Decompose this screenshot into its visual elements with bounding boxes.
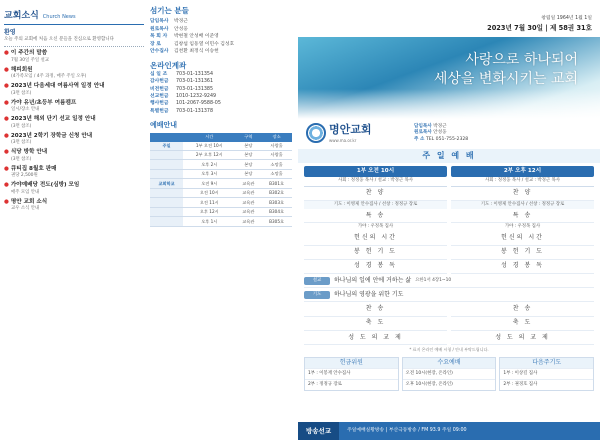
cover-column — [298, 0, 600, 440]
order-item: 봉 헌 기 도 — [451, 246, 594, 260]
sermon-row — [304, 274, 594, 288]
account-number: 101-2067-9588-05 — [176, 101, 221, 107]
bullet-icon: ● — [4, 149, 9, 156]
sermon-ref: 요한1서 4장1~10 — [415, 277, 452, 283]
news-item-title — [4, 83, 144, 91]
order-item: 찬 양 — [451, 187, 594, 201]
table-cell: 2부 오후 12시 — [183, 150, 235, 159]
table-cell: B302호 — [261, 188, 292, 197]
schedule-header-cell: 시간 — [183, 133, 235, 142]
account-type: 선교헌금 — [150, 94, 169, 99]
table-cell: 사랑홀 — [261, 142, 292, 151]
welcome-title: 환영 — [4, 29, 16, 37]
divider — [4, 46, 144, 47]
table-cell: 본당 — [236, 160, 262, 169]
news-item-title-text: 식당 방학 안내 — [10, 149, 48, 156]
news-item-title-text: 이 주간의 말씀 — [10, 50, 48, 57]
news-item — [4, 133, 144, 146]
account-type: 감사헌금 — [150, 79, 169, 85]
contact-value: TEL 051-755-2328 — [425, 136, 469, 142]
duty-title: 다음주기도 — [500, 358, 593, 368]
welcome-box — [4, 29, 144, 43]
table-row — [150, 207, 292, 216]
table-cell: 소망홀 — [261, 160, 292, 169]
hero-slogan — [434, 51, 578, 87]
schedule-header-cell: 장소 — [261, 133, 292, 142]
order-item: 축 도 — [451, 317, 594, 331]
online-title: 온라인계좌 — [150, 61, 187, 71]
founded-date: 창립일 1964년 1월 1일 — [541, 16, 592, 21]
staff-role: 장 로 — [150, 41, 161, 47]
table-row — [150, 150, 292, 159]
contact-value: 박경근 — [433, 124, 447, 130]
table-cell — [150, 150, 183, 159]
news-item — [4, 149, 144, 162]
news-item-title — [4, 116, 144, 124]
staff-names: 박현철 안성배 이준영 — [174, 34, 219, 40]
prayer-info: 기도 : 이병제 안수집사 / 선창 : 정정규 장로 — [304, 201, 447, 209]
staff-role: 안수집사 — [150, 49, 169, 54]
closing-second — [451, 302, 594, 345]
order-item: 찬 송 — [451, 302, 594, 316]
news-item-title — [4, 50, 144, 58]
news-item-title-text: 가야예배당 전도(심방) 모임 — [10, 182, 80, 189]
news-item — [4, 83, 144, 96]
news-item — [4, 199, 144, 212]
bullet-icon: ● — [4, 198, 9, 205]
table-cell — [150, 217, 183, 226]
table-cell — [150, 169, 183, 178]
table-cell: B301호 — [261, 179, 292, 188]
account-number: 703-01-131378 — [176, 108, 214, 114]
broadcast-label: 방송선교 — [298, 422, 339, 440]
worship-second-time: 2부 오후 12시 — [451, 166, 594, 177]
news-item-desc: 7월 30일 주일 설교 — [11, 57, 50, 63]
church-bar — [298, 123, 600, 143]
table-cell: 오후 12시 — [183, 207, 235, 216]
issue-date: 2023년 7월 30일 | 제 58권 31호 — [487, 24, 592, 33]
duty-row: 오전 10시(현장, 온라인) — [403, 368, 496, 379]
church-news-subtitle: Church News — [42, 14, 76, 20]
table-row — [150, 169, 292, 178]
bullet-icon: ● — [4, 132, 9, 139]
news-item-desc: 일시/장소 안내 — [11, 107, 40, 113]
bullet-icon: ● — [4, 50, 9, 57]
church-logo-icon — [306, 123, 326, 143]
news-item-desc: 매주 모임 안내 — [11, 189, 40, 195]
duty-box — [499, 357, 594, 391]
table-cell: 소망홀 — [261, 169, 292, 178]
online-accounts — [150, 61, 292, 115]
account-type: 특별헌금 — [150, 108, 169, 114]
table-cell — [150, 198, 183, 207]
worship-note: * 표지 온라인 예배 시청 / 안내 부탁드립니다. — [409, 347, 489, 353]
online-row — [150, 72, 292, 78]
table-cell: 오전 10시 — [183, 188, 235, 197]
church-url: www.ma.or.kr — [329, 138, 357, 144]
contact-line — [414, 137, 592, 143]
order-item: 봉 헌 기 도 — [304, 246, 447, 260]
news-item — [4, 116, 144, 129]
worship-second-lead: 사회 : 정정웅 목사 / 설교 : 박경근 목사 — [451, 177, 594, 187]
church-news-header — [4, 10, 144, 25]
account-type: 비전헌금 — [150, 86, 169, 92]
schedule-body — [150, 142, 292, 227]
news-item-title-text: 명안 교회 소식 — [10, 198, 48, 205]
table-cell: 사랑홀 — [261, 150, 292, 159]
shared-order — [298, 274, 600, 302]
order-item: 찬 송 — [304, 302, 447, 316]
order-item: 성 도 의 교 제 — [304, 331, 447, 345]
news-item-title-text: 2023년 해외 단기 선교 일정 안내 — [10, 116, 96, 123]
schedule-header-cell: 구역 — [236, 133, 262, 142]
worship-first-time: 1부 오전 10시 — [304, 166, 447, 177]
broadcast-text: 주일예배실황방송 | 부산극동방송 / FM 93.9 주일 09:00 — [347, 427, 467, 433]
order-item: 헌신의 시간 — [304, 231, 447, 245]
table-cell: B304호 — [261, 207, 292, 216]
church-contacts — [414, 124, 592, 143]
online-list — [150, 72, 292, 116]
bullet-icon: ● — [4, 66, 9, 73]
account-number: 703-01-131354 — [176, 71, 214, 77]
table-row — [150, 188, 292, 197]
table-cell: 오후 2시 — [183, 160, 235, 169]
contact-label: 주 소 — [414, 136, 425, 142]
table-row — [150, 217, 292, 226]
prayer-row — [304, 288, 594, 302]
worship-second — [451, 166, 594, 274]
news-item-title-text: 2023년 2학기 장학금 신청 안내 — [10, 132, 93, 139]
news-item-title — [4, 149, 144, 157]
bullet-icon: ● — [4, 116, 9, 123]
schedule-title: 예배안내 — [150, 121, 178, 130]
online-row — [150, 109, 292, 115]
order-item: 찬 양 — [304, 187, 447, 201]
news-item — [4, 50, 144, 63]
bullet-icon: ● — [4, 99, 9, 106]
online-row — [150, 79, 292, 85]
table-cell: 교육관 — [236, 179, 262, 188]
prayer-tag: 기도 — [304, 291, 330, 299]
sermon-title: 하나님의 일에 안에 거하는 삶 — [334, 276, 412, 284]
staff-role: 목 회 자 — [150, 34, 168, 40]
duty-box — [402, 357, 497, 391]
news-item — [4, 67, 144, 80]
staff-names: 김천환 최정식 이승헌 — [174, 49, 219, 54]
news-item-desc: 권당 2,500원 — [11, 173, 38, 179]
account-number: 703-01-131385 — [176, 86, 214, 92]
table-cell: B305호 — [261, 217, 292, 226]
staff-names: 김창섭 임동열 이민수 김성호 — [174, 41, 235, 47]
closing-first — [304, 302, 447, 345]
duty-box — [304, 357, 399, 391]
order-item: 특 송 — [451, 209, 594, 223]
table-cell: 1부 오전 10시 — [183, 142, 235, 151]
hero-banner — [298, 37, 600, 119]
table-cell: 오후 1시 — [183, 217, 235, 226]
prayer-info: 기도 : 이병제 안수집사 / 선창 : 정정규 장로 — [451, 201, 594, 209]
account-number: 1010-1232-9249 — [176, 94, 217, 99]
staff-column — [150, 6, 292, 436]
order-item: 성 경 봉 독 — [304, 260, 447, 274]
news-item — [4, 182, 144, 195]
news-item-title-text: 큐티집 8월호 판매 — [10, 165, 57, 172]
online-row — [150, 101, 292, 107]
staff-role: 원로목사 — [150, 26, 169, 32]
duty-row: 2부 : 정정규 장로 — [305, 379, 398, 390]
account-type: 행사헌금 — [150, 101, 169, 107]
schedule-table — [150, 133, 292, 227]
news-item-desc: (3면 참조) — [11, 156, 32, 162]
table-cell: 교회학교 — [150, 179, 183, 188]
staff-role: 담임목사 — [150, 19, 169, 25]
church-news-title: 교회소식 — [4, 11, 39, 21]
worship-title: 주 일 예 배 — [298, 149, 600, 164]
duty-row: 오후 10시(현장, 온라인) — [403, 379, 496, 390]
news-item-title-text: 해피회원 — [10, 66, 33, 73]
closing-order — [298, 302, 600, 345]
bullet-icon: ● — [4, 83, 9, 90]
staff-row — [150, 42, 292, 48]
staff-list — [150, 19, 292, 55]
table-row — [150, 160, 292, 169]
table-cell: 교육관 — [236, 207, 262, 216]
news-item-desc: (3면 참조) — [11, 90, 32, 96]
online-row — [150, 94, 292, 100]
slogan-line-1: 사랑으로 하나되어 — [465, 52, 578, 69]
table-cell — [150, 188, 183, 197]
table-cell: 교육관 — [236, 198, 262, 207]
order-item: 축 도 — [304, 317, 447, 331]
order-item: 특 송 — [304, 209, 447, 223]
church-logo — [306, 123, 414, 143]
staff-row — [150, 34, 292, 40]
news-item-desc: (3면 참조) — [11, 123, 32, 129]
account-type: 십 일 조 — [150, 71, 168, 77]
worship-columns — [298, 163, 600, 274]
table-row — [150, 198, 292, 207]
worship-first — [304, 166, 447, 274]
staff-names: 박경근 — [174, 19, 188, 25]
table-row — [150, 179, 292, 188]
table-cell: 본당 — [236, 169, 262, 178]
news-item — [4, 100, 144, 113]
news-item-desc: 교우 소식 안내 — [11, 206, 40, 212]
table-cell: 교육관 — [236, 217, 262, 226]
duty-boxes — [298, 357, 600, 391]
news-item-title — [4, 182, 144, 190]
news-item-title-text: 가야 유년/초등부 여름캠프 — [10, 99, 77, 106]
broadcast-bar — [298, 422, 600, 440]
prayer-title: 하나님의 영광을 위한 기도 — [334, 290, 404, 298]
staff-title: 섬기는 분들 — [150, 6, 189, 15]
table-cell: B303호 — [261, 198, 292, 207]
table-row — [150, 142, 292, 151]
song-info: 가야 : 우정목 집사 — [504, 224, 541, 230]
duty-row: 1부 : 이봉재 안수집사 — [305, 368, 398, 379]
news-item-desc: (3면 참조) — [11, 140, 32, 146]
table-cell: 오후 3시 — [183, 169, 235, 178]
schedule-header-cell — [150, 133, 183, 142]
duty-row: 2부 : 권경호 집사 — [500, 379, 593, 390]
church-news-column — [4, 10, 144, 436]
staff-row — [150, 27, 292, 33]
news-item-desc: (4가족모임 / 4주 과정, 매주 주일 오후) — [11, 74, 87, 80]
worship-first-lead: 사회 : 정정웅 목사 / 설교 : 박경근 목사 — [304, 177, 447, 187]
order-item: 성 도 의 교 제 — [451, 331, 594, 345]
contact-label: 원로목사 — [414, 130, 432, 136]
order-item: 성 경 봉 독 — [451, 260, 594, 274]
table-cell — [150, 207, 183, 216]
contact-label: 담임목사 — [414, 124, 432, 130]
sermon-tag: 설교 — [304, 277, 330, 285]
news-item-title-text: 2023년 다음세대 여름사역 일정 안내 — [10, 83, 105, 90]
news-item — [4, 166, 144, 179]
table-cell — [150, 160, 183, 169]
church-name: 명안교회 — [329, 123, 372, 137]
schedule-header-row — [150, 133, 292, 142]
table-cell: 오전 9시 — [183, 179, 235, 188]
duty-title: 수요예배 — [403, 358, 496, 368]
duty-title: 헌금위원 — [305, 358, 398, 368]
news-list — [4, 50, 144, 212]
staff-row — [150, 19, 292, 25]
song-info: 가야 : 우정목 집사 — [357, 224, 394, 230]
account-number: 703-01-131361 — [176, 79, 214, 85]
staff-names: 안성웅 — [174, 26, 188, 32]
duty-row: 1부 : 이상길 집사 — [500, 368, 593, 379]
order-item: 헌신의 시간 — [451, 231, 594, 245]
bullet-icon: ● — [4, 165, 9, 172]
bullet-icon: ● — [4, 182, 9, 189]
table-cell: 교육관 — [236, 188, 262, 197]
table-cell: 본당 — [236, 150, 262, 159]
slogan-line-2: 세상을 변화시키는 교회 — [433, 70, 578, 87]
hero-wave — [298, 89, 600, 119]
online-row — [150, 87, 292, 93]
welcome-text: 오늘 주의 교회에 처음 오신 분들을 진심으로 환영합니다 — [4, 37, 114, 43]
staff-row — [150, 49, 292, 55]
table-cell: 오전 11시 — [183, 198, 235, 207]
contact-value: 안성웅 — [433, 130, 447, 136]
table-cell: 본당 — [236, 142, 262, 151]
table-cell: 주일 — [150, 142, 183, 151]
